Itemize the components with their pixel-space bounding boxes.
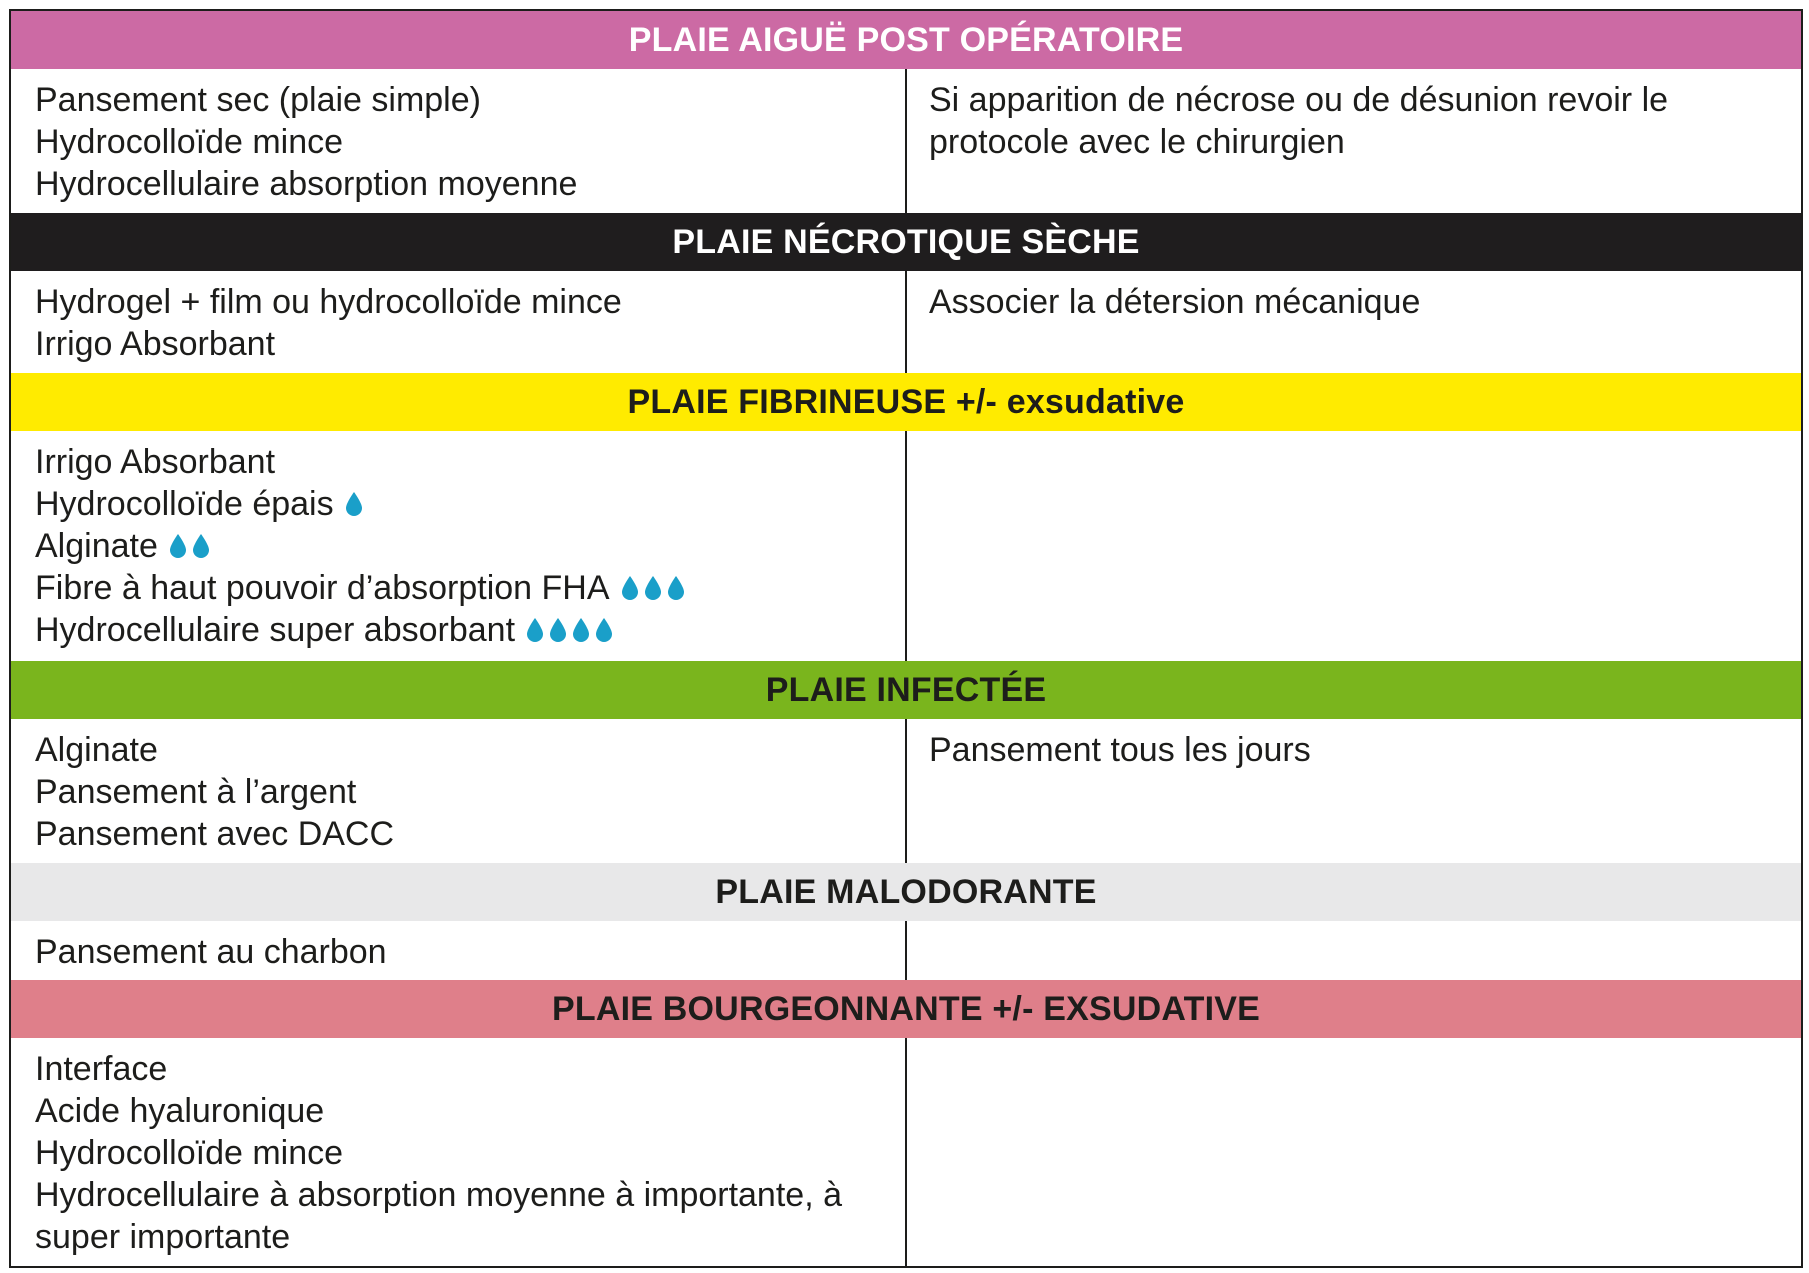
- absorption-level: [525, 617, 614, 643]
- remark: [907, 1038, 1801, 1266]
- water-drop-icon: [525, 617, 545, 643]
- water-drop-icon: [548, 617, 568, 643]
- water-drop-icon: [620, 575, 640, 601]
- absorption-level: [344, 491, 364, 517]
- section-header-bourgeonnante: PLAIE BOURGEONNANTE +/- EXSUDATIVE: [11, 980, 1801, 1038]
- treatment-item: [35, 1048, 905, 1090]
- treatment-label: Alginate: [35, 527, 158, 565]
- section-header-infectee: PLAIE INFECTÉE: [11, 661, 1801, 719]
- treatment-list: [11, 69, 907, 213]
- section-header-malodorante: PLAIE MALODORANTE: [11, 863, 1801, 921]
- water-drop-icon: [666, 575, 686, 601]
- absorption-level: [168, 533, 211, 559]
- treatment-item: [35, 729, 905, 771]
- treatment-label: Hydrogel + film ou hydrocolloïde mince: [35, 283, 622, 321]
- remark: Pansement tous les jours: [929, 731, 1311, 769]
- treatment-label: Pansement sec (plaie simple): [35, 81, 481, 119]
- treatment-item: [35, 525, 905, 567]
- remark: Si apparition de nécrose ou de désunion revoir le protocole avec le chirurgien: [929, 81, 1669, 161]
- treatment-item: [35, 1174, 905, 1258]
- treatment-list: [11, 1038, 907, 1266]
- water-drop-icon: [191, 533, 211, 559]
- section-header-aigue: PLAIE AIGUË POST OPÉRATOIRE: [11, 11, 1801, 69]
- treatment-list: [11, 921, 907, 980]
- water-drop-icon: [168, 533, 188, 559]
- absorption-level: [620, 575, 686, 601]
- treatment-item: [35, 483, 905, 525]
- water-drop-icon: [594, 617, 614, 643]
- treatment-item: [35, 931, 905, 973]
- treatment-item: [35, 163, 905, 205]
- section-body-fibrineuse: [11, 431, 1801, 661]
- treatment-label: Pansement avec DACC: [35, 815, 395, 853]
- treatment-item: [35, 771, 905, 813]
- section-header-fibrineuse: PLAIE FIBRINEUSE +/- exsudative: [11, 373, 1801, 431]
- treatment-label: Acide hyaluronique: [35, 1092, 325, 1130]
- treatment-item: [35, 567, 905, 609]
- treatment-label: Hydrocellulaire super absorbant: [35, 611, 516, 649]
- section-body-aigue: [11, 69, 1801, 213]
- treatment-item: [35, 609, 905, 651]
- water-drop-icon: [571, 617, 591, 643]
- section-header-necrotique: PLAIE NÉCROTIQUE SÈCHE: [11, 213, 1801, 271]
- treatment-item: [35, 79, 905, 121]
- treatment-item: [35, 281, 905, 323]
- treatment-item: [35, 813, 905, 855]
- treatment-item: [35, 121, 905, 163]
- section-body-infectee: [11, 719, 1801, 863]
- treatment-label: Interface: [35, 1050, 168, 1088]
- treatment-label: Alginate: [35, 731, 158, 769]
- wound-care-table: [9, 9, 1803, 1268]
- treatment-item: [35, 323, 905, 365]
- water-drop-icon: [344, 491, 364, 517]
- treatment-label: Irrigo Absorbant: [35, 443, 276, 481]
- remark: [907, 921, 1801, 980]
- treatment-item: [35, 1132, 905, 1174]
- treatment-label: Hydrocellulaire à absorption moyenne à importante, à super importante: [35, 1176, 843, 1256]
- treatment-item: [35, 1090, 905, 1132]
- treatment-label: Fibre à haut pouvoir d’absorption FHA: [35, 569, 610, 607]
- section-body-necrotique: [11, 271, 1801, 373]
- treatment-label: Hydrocolloïde épais: [35, 485, 334, 523]
- section-body-malodorante: [11, 921, 1801, 980]
- treatment-label: Pansement à l’argent: [35, 773, 357, 811]
- treatment-label: Irrigo Absorbant: [35, 325, 276, 363]
- remark: [907, 431, 1801, 661]
- water-drop-icon: [643, 575, 663, 601]
- treatment-label: Hydrocellulaire absorption moyenne: [35, 165, 578, 203]
- treatment-label: Hydrocolloïde mince: [35, 1134, 344, 1172]
- treatment-list: [11, 271, 907, 373]
- remark: Associer la détersion mécanique: [929, 283, 1421, 321]
- treatment-label: Pansement au charbon: [35, 933, 387, 971]
- treatment-item: [35, 441, 905, 483]
- treatment-label: Hydrocolloïde mince: [35, 123, 344, 161]
- treatment-list: [11, 431, 907, 661]
- treatment-list: [11, 719, 907, 863]
- section-body-bourgeonnante: [11, 1038, 1801, 1266]
